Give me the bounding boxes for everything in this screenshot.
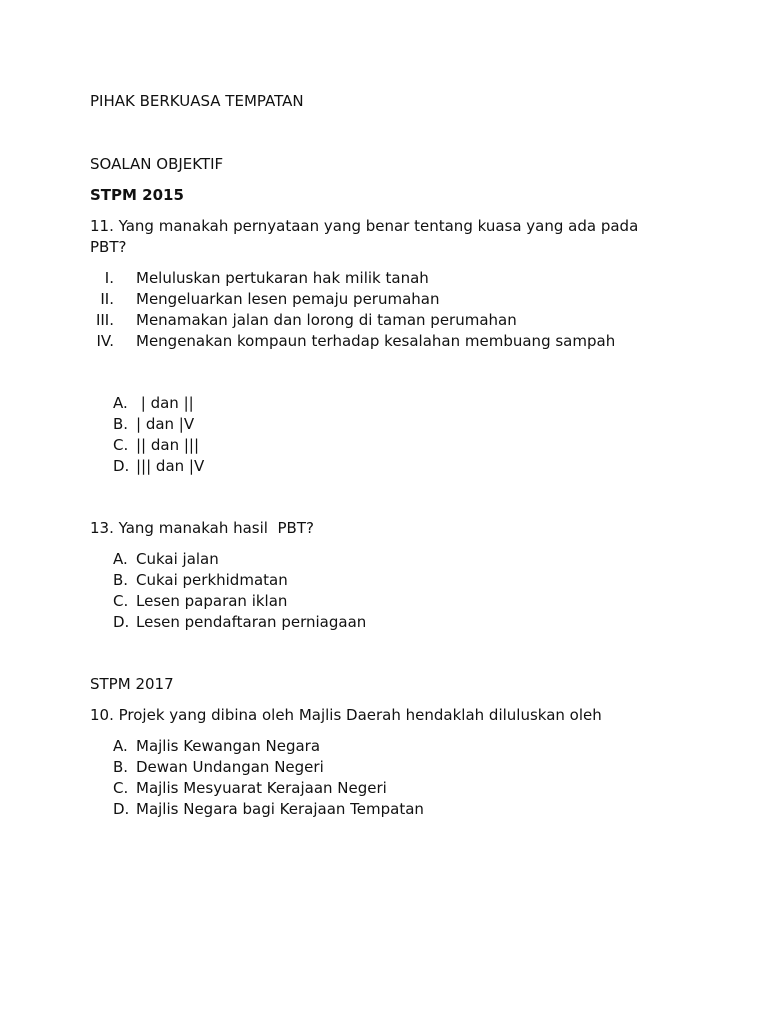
option-text: Lesen paparan iklan <box>136 592 288 610</box>
option-text: Cukai perkhidmatan <box>136 571 288 589</box>
option-letter: C. <box>113 436 129 454</box>
option-text: Lesen pendaftaran perniagaan <box>136 613 367 631</box>
option-letter: D. <box>113 457 130 475</box>
option-letter: C. <box>113 592 129 610</box>
section-year-2017: STPM 2017 <box>90 675 174 693</box>
option-text: ||| dan |V <box>136 457 205 475</box>
option-letter: A. <box>113 394 128 412</box>
question-11: 11. Yang manakah pernyataan yang benar tentang kuasa yang ada pada PBT? <box>90 217 639 256</box>
option-text: | dan |V <box>136 415 195 433</box>
option-letter: B. <box>113 571 129 589</box>
question-13: 13. Yang manakah hasil PBT? <box>90 519 314 537</box>
statement-text: Mengeluarkan lesen pemaju perumahan <box>136 290 440 308</box>
document-subheading: SOALAN OBJEKTIF <box>90 155 224 173</box>
option-letter: B. <box>113 415 129 433</box>
option-text: || dan ||| <box>136 436 200 454</box>
statement-text: Menamakan jalan dan lorong di taman perumahan <box>136 311 517 329</box>
statement-text: Mengenakan kompaun terhadap kesalahan membuang sampah <box>136 332 616 350</box>
option-letter: A. <box>113 550 128 568</box>
option-letter: B. <box>113 758 129 776</box>
option-text: Majlis Mesyuarat Kerajaan Negeri <box>136 779 387 797</box>
statement-number: IV. <box>96 332 114 350</box>
option-letter: A. <box>113 737 128 755</box>
statement-number: II. <box>100 290 114 308</box>
section-year-2015: STPM 2015 <box>90 186 184 204</box>
option-text: Dewan Undangan Negeri <box>136 758 324 776</box>
document-heading: PIHAK BERKUASA TEMPATAN <box>90 92 304 110</box>
statement-number: I. <box>104 269 114 287</box>
option-text: Majlis Negara bagi Kerajaan Tempatan <box>136 800 424 818</box>
option-text: Cukai jalan <box>136 550 219 568</box>
option-text: Majlis Kewangan Negara <box>136 737 321 755</box>
statement-text: Meluluskan pertukaran hak milik tanah <box>136 269 429 287</box>
option-letter: D. <box>113 613 130 631</box>
statement-number: III. <box>95 311 114 329</box>
question-10: 10. Projek yang dibina oleh Majlis Daerah hendaklah diluluskan oleh <box>90 706 602 724</box>
option-letter: C. <box>113 779 129 797</box>
option-text: | dan || <box>136 394 194 412</box>
option-letter: D. <box>113 800 130 818</box>
